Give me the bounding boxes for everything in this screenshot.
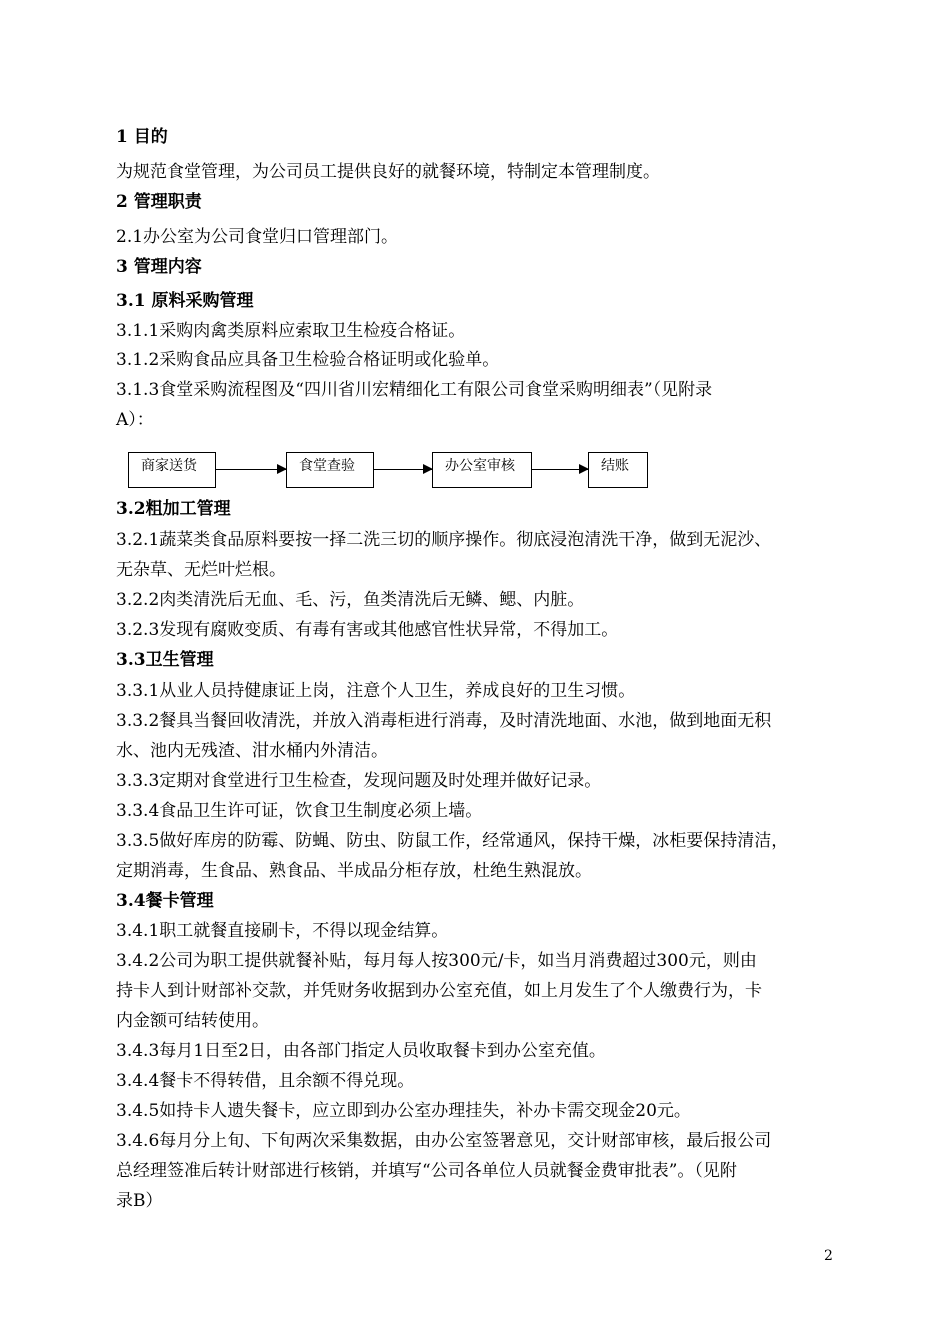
paragraph-line: 3.4.2公司为职工提供就餐补贴，每月每人按300元/卡，如当月消费超过300元，则由 (116, 951, 757, 971)
paragraph-line: 3.4.5如持卡人遗失餐卡，应立即到办公室办理挂失，补办卡需交现金20元。 (116, 1101, 691, 1121)
flow-arrow-1 (216, 469, 286, 470)
flow-step-4: 结账 (588, 452, 648, 488)
paragraph-line: 持卡人到计财部补交款，并凭财务收据到办公室充值，如上月发生了个人缴费行为，卡 (116, 981, 762, 1001)
paragraph-line: A）： (116, 410, 154, 430)
paragraph-line: 无杂草、无烂叶烂根。 (116, 560, 286, 580)
paragraph-line: 定期消毒，生食品、熟食品、半成品分柜存放，杜绝生熟混放。 (116, 861, 592, 881)
paragraph-line: 3.1.3食堂采购流程图及“四川省川宏精细化工有限公司食堂采购明细表”（见附录 (116, 380, 713, 400)
paragraph-line: 录B） (116, 1191, 163, 1211)
paragraph-line: 3.4.4餐卡不得转借，且余额不得兑现。 (116, 1071, 415, 1091)
section-heading: 2 管理职责 (116, 192, 202, 212)
flow-arrow-3 (532, 469, 588, 470)
section-heading: 3.2粗加工管理 (116, 499, 231, 519)
paragraph-line: 3.1.2采购食品应具备卫生检验合格证明或化验单。 (116, 350, 500, 370)
paragraph-line: 为规范食堂管理，为公司员工提供良好的就餐环境，特制定本管理制度。 (116, 162, 660, 182)
paragraph-line: 3.3.5做好库房的防霉、防蝇、防虫、防鼠工作，经常通风，保持干燥，冰柜要保持清洁， (116, 831, 789, 851)
purchase-flowchart (128, 452, 648, 490)
flow-step-3: 办公室审核 (432, 452, 532, 488)
flow-step-1: 商家送货 (128, 452, 216, 488)
paragraph-line: 3.3.3定期对食堂进行卫生检查，发现问题及时处理并做好记录。 (116, 771, 602, 791)
flow-arrow-2 (374, 469, 432, 470)
paragraph-line: 3.4.6每月分上旬、下旬两次采集数据，由办公室签署意见，交计财部审核，最后报公司 (116, 1131, 772, 1151)
section-heading: 3.4餐卡管理 (116, 891, 214, 911)
paragraph-line: 3.4.3每月1日至2日，由各部门指定人员收取餐卡到办公室充值。 (116, 1041, 606, 1061)
flow-step-2: 食堂查验 (286, 452, 374, 488)
paragraph-line: 3.2.2肉类清洗后无血、毛、污，鱼类清洗后无鳞、鳃、内脏。 (116, 590, 585, 610)
section-heading: 1 目的 (116, 127, 168, 147)
paragraph-line: 2.1办公室为公司食堂归口管理部门。 (116, 227, 399, 247)
section-heading: 3.3卫生管理 (116, 650, 214, 670)
paragraph-line: 3.4.1职工就餐直接刷卡，不得以现金结算。 (116, 921, 449, 941)
paragraph-line: 3.3.4食品卫生许可证，饮食卫生制度必须上墙。 (116, 801, 483, 821)
paragraph-line: 总经理签准后转计财部进行核销，并填写“公司各单位人员就餐金费审批表”。（见附 (116, 1161, 737, 1181)
section-heading: 3.1 原料采购管理 (116, 291, 254, 311)
section-heading: 3 管理内容 (116, 257, 202, 277)
paragraph-line: 水、池内无残渣、泔水桶内外清洁。 (116, 741, 388, 761)
paragraph-line: 3.3.1从业人员持健康证上岗，注意个人卫生，养成良好的卫生习惯。 (116, 681, 636, 701)
paragraph-line: 内金额可结转使用。 (116, 1011, 269, 1031)
paragraph-line: 3.3.2餐具当餐回收清洗，并放入消毒柜进行消毒，及时清洗地面、水池，做到地面无积 (116, 711, 772, 731)
paragraph-line: 3.2.1蔬菜类食品原料要按一择二洗三切的顺序操作。彻底浸泡清洗干净，做到无泥沙、 (116, 530, 772, 550)
page-number: 2 (824, 1248, 833, 1264)
paragraph-line: 3.2.3发现有腐败变质、有毒有害或其他感官性状异常，不得加工。 (116, 620, 619, 640)
paragraph-line: 3.1.1采购肉禽类原料应索取卫生检疫合格证。 (116, 321, 466, 341)
